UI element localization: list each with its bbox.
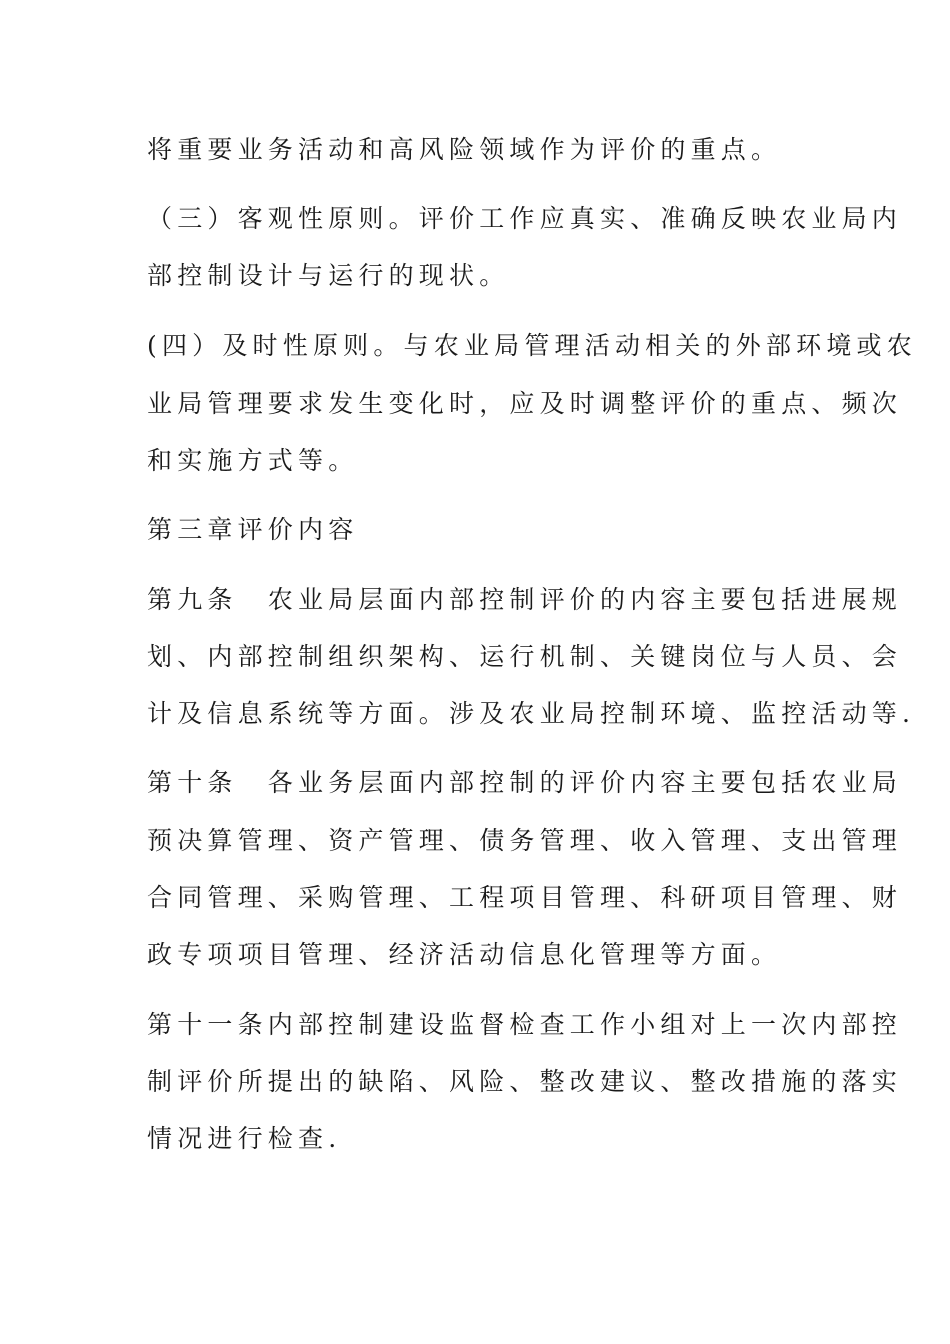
- text-line: 业局管理要求发生变化时，应及时调整评价的重点、频次: [147, 389, 903, 418]
- text-line: 部控制设计与运行的现状。: [147, 261, 510, 290]
- text-line: 情况进行检查.: [147, 1124, 342, 1153]
- text-line: 第十一条内部控制建设监督检查工作小组对上一次内部控: [147, 1010, 903, 1039]
- text-line: 将重要业务活动和高风险领域作为评价的重点。: [147, 135, 782, 164]
- text-line: (四）及时性原则。与农业局管理活动相关的外部环境或农: [147, 331, 917, 360]
- text-line: 第十条 各业务层面内部控制的评价内容主要包括农业局: [147, 768, 903, 797]
- chapter-heading: 第三章评价内容: [147, 515, 359, 544]
- text-line: 计及信息系统等方面。涉及农业局控制环境、监控活动等.: [147, 699, 916, 728]
- text-line: 预决算管理、资产管理、债务管理、收入管理、支出管理: [147, 826, 903, 855]
- text-line: 合同管理、采购管理、工程项目管理、科研项目管理、财: [147, 883, 903, 912]
- text-line: （三）客观性原则。评价工作应真实、准确反映农业局内: [147, 204, 903, 233]
- text-line: 第九条 农业局层面内部控制评价的内容主要包括进展规: [147, 585, 903, 614]
- text-line: 制评价所提出的缺陷、风险、整改建议、整改措施的落实: [147, 1067, 903, 1096]
- text-line: 和实施方式等。: [147, 446, 359, 475]
- text-line: 政专项项目管理、经济活动信息化管理等方面。: [147, 940, 782, 969]
- text-line: 划、内部控制组织架构、运行机制、关键岗位与人员、会: [147, 642, 903, 671]
